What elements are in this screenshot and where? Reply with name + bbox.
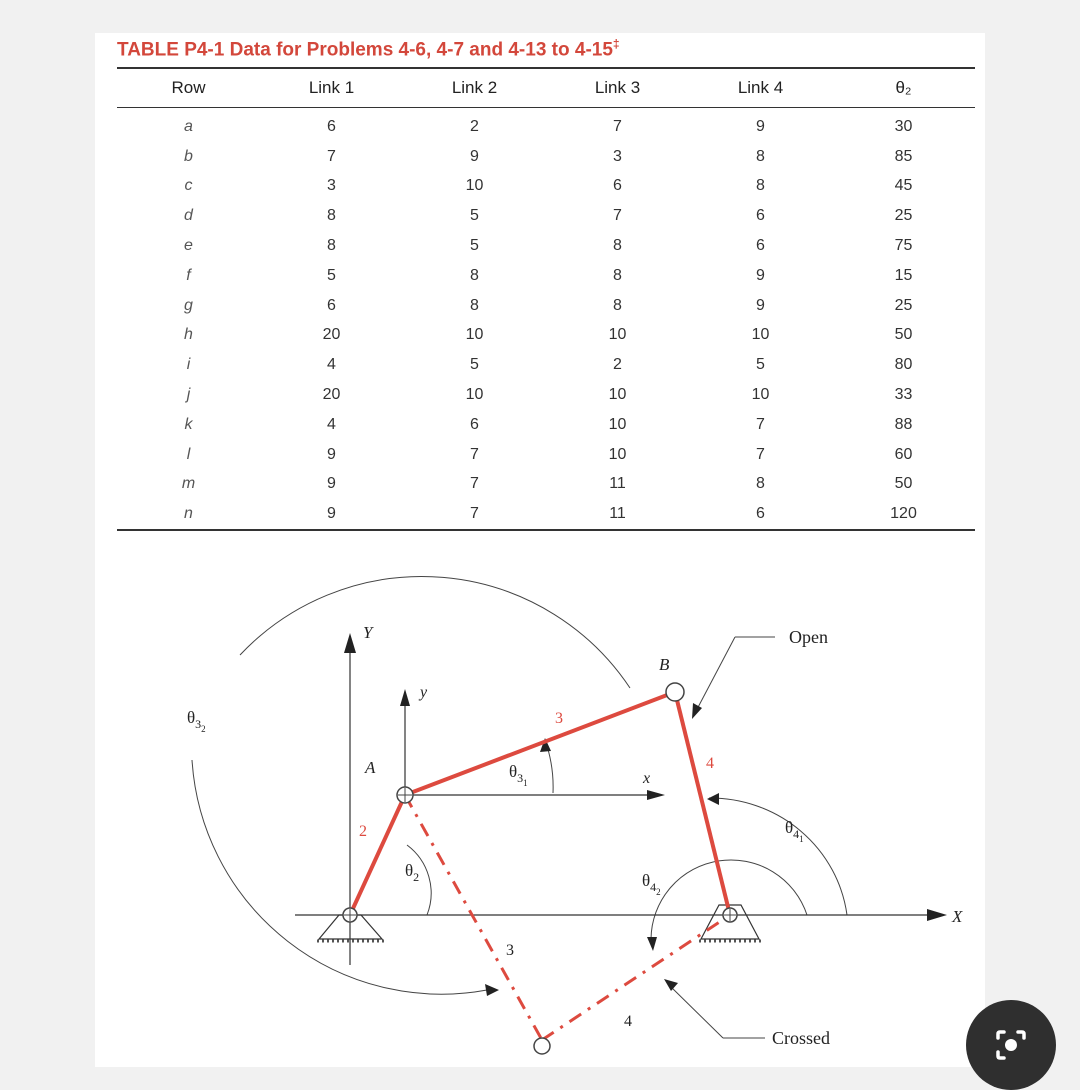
document-page [95,33,985,1067]
label-link-3-crossed: 3 [506,942,514,959]
label-A: A [365,758,376,777]
link-4-open [675,692,730,915]
theta42-arc [651,860,807,939]
label-link-2: 2 [359,823,367,840]
header-theta2: θ₂ [895,78,912,97]
row-label-cell: f [186,266,191,284]
link-3-open [405,692,675,795]
theta32-arrowhead [485,984,499,996]
link-4-crossed [542,915,730,1040]
table-cell: 8 [327,237,336,255]
local-y-axis-arrow [400,689,410,706]
table-cell: 8 [756,177,765,195]
row-label-cell: m [181,475,196,493]
table-cell: 5 [470,237,479,255]
open-leader-arrow [692,703,702,719]
table-cell: 10 [465,326,484,344]
table-cell: 10 [465,386,484,404]
camera-search-icon [990,1024,1032,1066]
label-theta32: $\theta_{32}$ [187,708,206,734]
label-Y: Y [363,623,373,642]
table-cell: 7 [613,117,622,135]
table-cell: 8 [470,266,479,284]
label-theta2: $\theta_2$ [405,861,420,884]
theta41-arc [709,798,847,915]
label-open: Open [789,627,828,647]
table-cell: 10 [608,386,627,404]
table-cell: 10 [465,177,484,195]
header-link1: Link 1 [308,78,355,97]
table-cell: 7 [470,475,479,493]
table-cell: 8 [613,237,622,255]
table-cell: 5 [470,356,479,374]
table-cell: 50 [894,475,913,493]
table-cell: 8 [756,147,765,165]
table-cell: 4 [327,415,336,433]
row-label-cell: k [184,415,193,433]
table-cell: 85 [894,147,913,165]
table-cell: 7 [470,505,479,523]
table-cell: 9 [327,475,336,493]
label-local-y: y [420,684,428,701]
table-cell: 50 [894,326,913,344]
row-label-cell: n [184,505,193,523]
table-cell: 5 [756,356,765,374]
table-cell: 2 [470,117,479,135]
table-cell: 10 [751,326,770,344]
theta41-arrowhead [707,793,719,805]
table-cell: 7 [470,445,479,463]
table-cell: 25 [894,296,913,314]
table-cell: 120 [890,505,917,523]
table-cell: 3 [327,177,336,195]
row-label-cell: j [186,386,191,404]
table-cell: 88 [894,415,913,433]
table-cell: 10 [608,415,627,433]
label-link-3-open: 3 [555,710,563,727]
table-cell: 80 [894,356,913,374]
table-cell: 6 [756,237,765,255]
row-label-cell: a [184,117,193,135]
google-lens-button[interactable] [966,1000,1056,1090]
row-label-cell: e [184,237,193,255]
table-cell: 8 [756,475,765,493]
table-cell: 6 [327,296,336,314]
table-cell: 9 [470,147,479,165]
caption-footnote-mark: ‡ [612,37,620,51]
row-label-cell: l [186,445,191,463]
header-row: Row [171,78,206,97]
local-x-axis-arrow [647,790,665,800]
table-cell: 5 [470,207,479,225]
table-cell: 5 [327,266,336,284]
table-cell: 10 [751,386,770,404]
table-cell: 15 [894,266,913,284]
label-X: X [952,907,963,926]
table-cell: 8 [613,296,622,314]
y-ground-axis-arrow [344,633,356,653]
table-cell: 8 [613,266,622,284]
table-cell: 75 [894,237,913,255]
label-theta42: $\theta_{42}$ [642,871,661,897]
row-label-cell: i [186,356,191,374]
caption-text: TABLE P4-1 Data for Problems 4-6, 4-7 and 4-13 to 4-15 [117,39,613,61]
label-B: B [659,655,670,674]
table-cell: 9 [327,505,336,523]
table-cell: 7 [756,415,765,433]
label-link-4-crossed: 4 [624,1013,632,1030]
table-cell: 7 [613,207,622,225]
table-cell: 9 [756,117,765,135]
x-ground-axis-arrow [927,909,947,921]
table-cell: 6 [470,415,479,433]
row-label-cell: b [184,147,193,165]
fourbar-linkage-diagram [95,33,985,1067]
row-label-cell: g [184,296,193,314]
link-3-crossed [405,795,542,1040]
theta32-arc [240,577,630,688]
crossed-leader-diag [669,985,723,1038]
row-label-cell: c [184,177,193,195]
table-cell: 9 [756,296,765,314]
link-2 [350,795,405,915]
table-cell: 10 [608,326,627,344]
crossed-leader-arrow [664,979,678,991]
table-cell: 33 [894,386,913,404]
table-cell: 6 [327,117,336,135]
header-link4: Link 4 [737,78,784,97]
table-cell: 11 [609,505,626,523]
table-cell: 25 [894,207,913,225]
label-crossed: Crossed [772,1028,830,1048]
table-cell: 6 [756,207,765,225]
table-cell: 8 [327,207,336,225]
table-cell: 8 [470,296,479,314]
table-cell: 30 [894,117,913,135]
table-cell: 4 [327,356,336,374]
header-link3: Link 3 [594,78,641,97]
table-cell: 60 [894,445,913,463]
table-cell: 7 [327,147,336,165]
table-cell: 20 [322,386,341,404]
open-leader-diag [695,637,735,713]
header-link2: Link 2 [451,78,498,97]
table-cell: 45 [894,177,913,195]
pin-B-crossed [534,1038,550,1054]
table-cell: 6 [756,505,765,523]
row-label-cell: d [184,207,193,225]
table-cell: 7 [756,445,765,463]
theta42-arrowhead [647,937,657,951]
table-cell: 9 [327,445,336,463]
table-cell: 10 [608,445,627,463]
table-cell: 2 [613,356,622,374]
table-cell: 3 [613,147,622,165]
row-label-cell: h [184,326,193,344]
table-cell: 20 [322,326,341,344]
label-link-4-open: 4 [706,755,714,772]
label-theta31: $\theta_{31}$ [509,762,528,788]
table-cell: 11 [609,475,626,493]
table-cell: 6 [613,177,622,195]
pin-B [666,683,684,701]
label-local-x: x [643,770,651,787]
table-cell: 9 [756,266,765,284]
label-theta41: $\theta_{41}$ [785,818,804,844]
